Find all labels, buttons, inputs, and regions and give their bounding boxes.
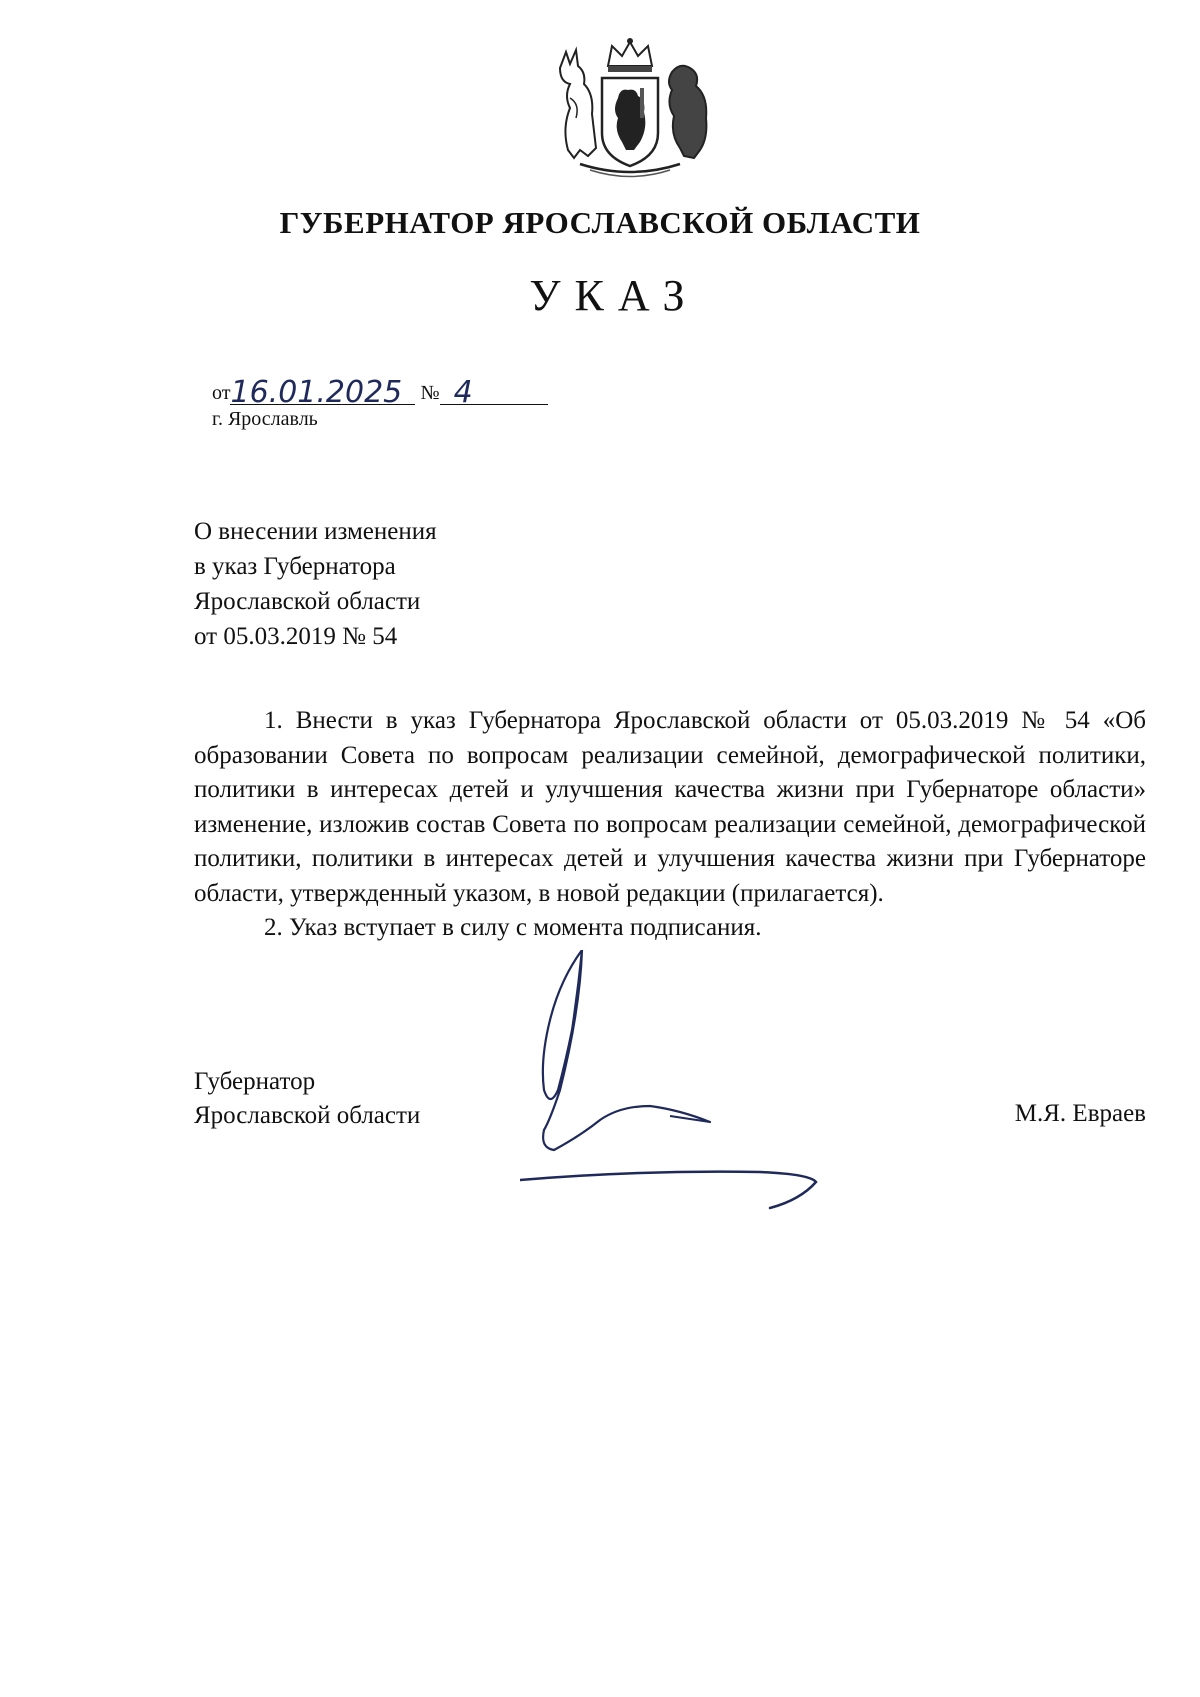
issuing-authority: ГУБЕРНАТОР ЯРОСЛАВСКОЙ ОБЛАСТИ bbox=[279, 205, 921, 240]
city: г. Ярославль bbox=[212, 408, 318, 430]
date-field bbox=[230, 372, 415, 410]
document-date: 16.01.2025 bbox=[230, 375, 403, 410]
signatory-title bbox=[194, 1065, 420, 1133]
body-paragraph: 1. Внести в указ Губернатора Ярославской области от 05.03.2019 № 54 «Об образовании Совета по вопросам реализации семейной, демографической политики, политики в интересах детей и улучшения качества жизни при Губернаторе области» изменение, изложив состав Совета по вопросам реализации семейной, демографической политики, политики в интересах детей и улучшения качества жизни при Губернаторе области, утвержденный указом, в новой редакции (прилагается). bbox=[194, 707, 1146, 907]
signatory-title-line: Ярославской области bbox=[194, 1102, 421, 1129]
document-body bbox=[194, 704, 1146, 946]
date-prefix: от bbox=[212, 382, 231, 404]
number-prefix: № bbox=[420, 382, 440, 404]
document-subject bbox=[194, 514, 437, 654]
subject-line: О внесении изменения bbox=[194, 518, 437, 545]
number-field bbox=[440, 372, 548, 410]
body-paragraph: 2. Указ вступает в силу с момента подписания. bbox=[264, 914, 762, 941]
document-number: 4 bbox=[453, 375, 473, 410]
subject-line: в указ Губернатора bbox=[194, 553, 396, 580]
signatory-title-line: Губернатор bbox=[194, 1068, 316, 1095]
handwritten-signature-icon bbox=[520, 950, 920, 1210]
document-type: УКАЗ bbox=[529, 271, 699, 320]
subject-line: Ярославской области bbox=[194, 588, 421, 615]
registration-line bbox=[212, 372, 548, 410]
coat-of-arms-icon bbox=[540, 38, 720, 183]
signatory-name: М.Я. Евраев bbox=[1014, 1100, 1146, 1127]
subject-line: от 05.03.2019 № 54 bbox=[194, 623, 398, 650]
